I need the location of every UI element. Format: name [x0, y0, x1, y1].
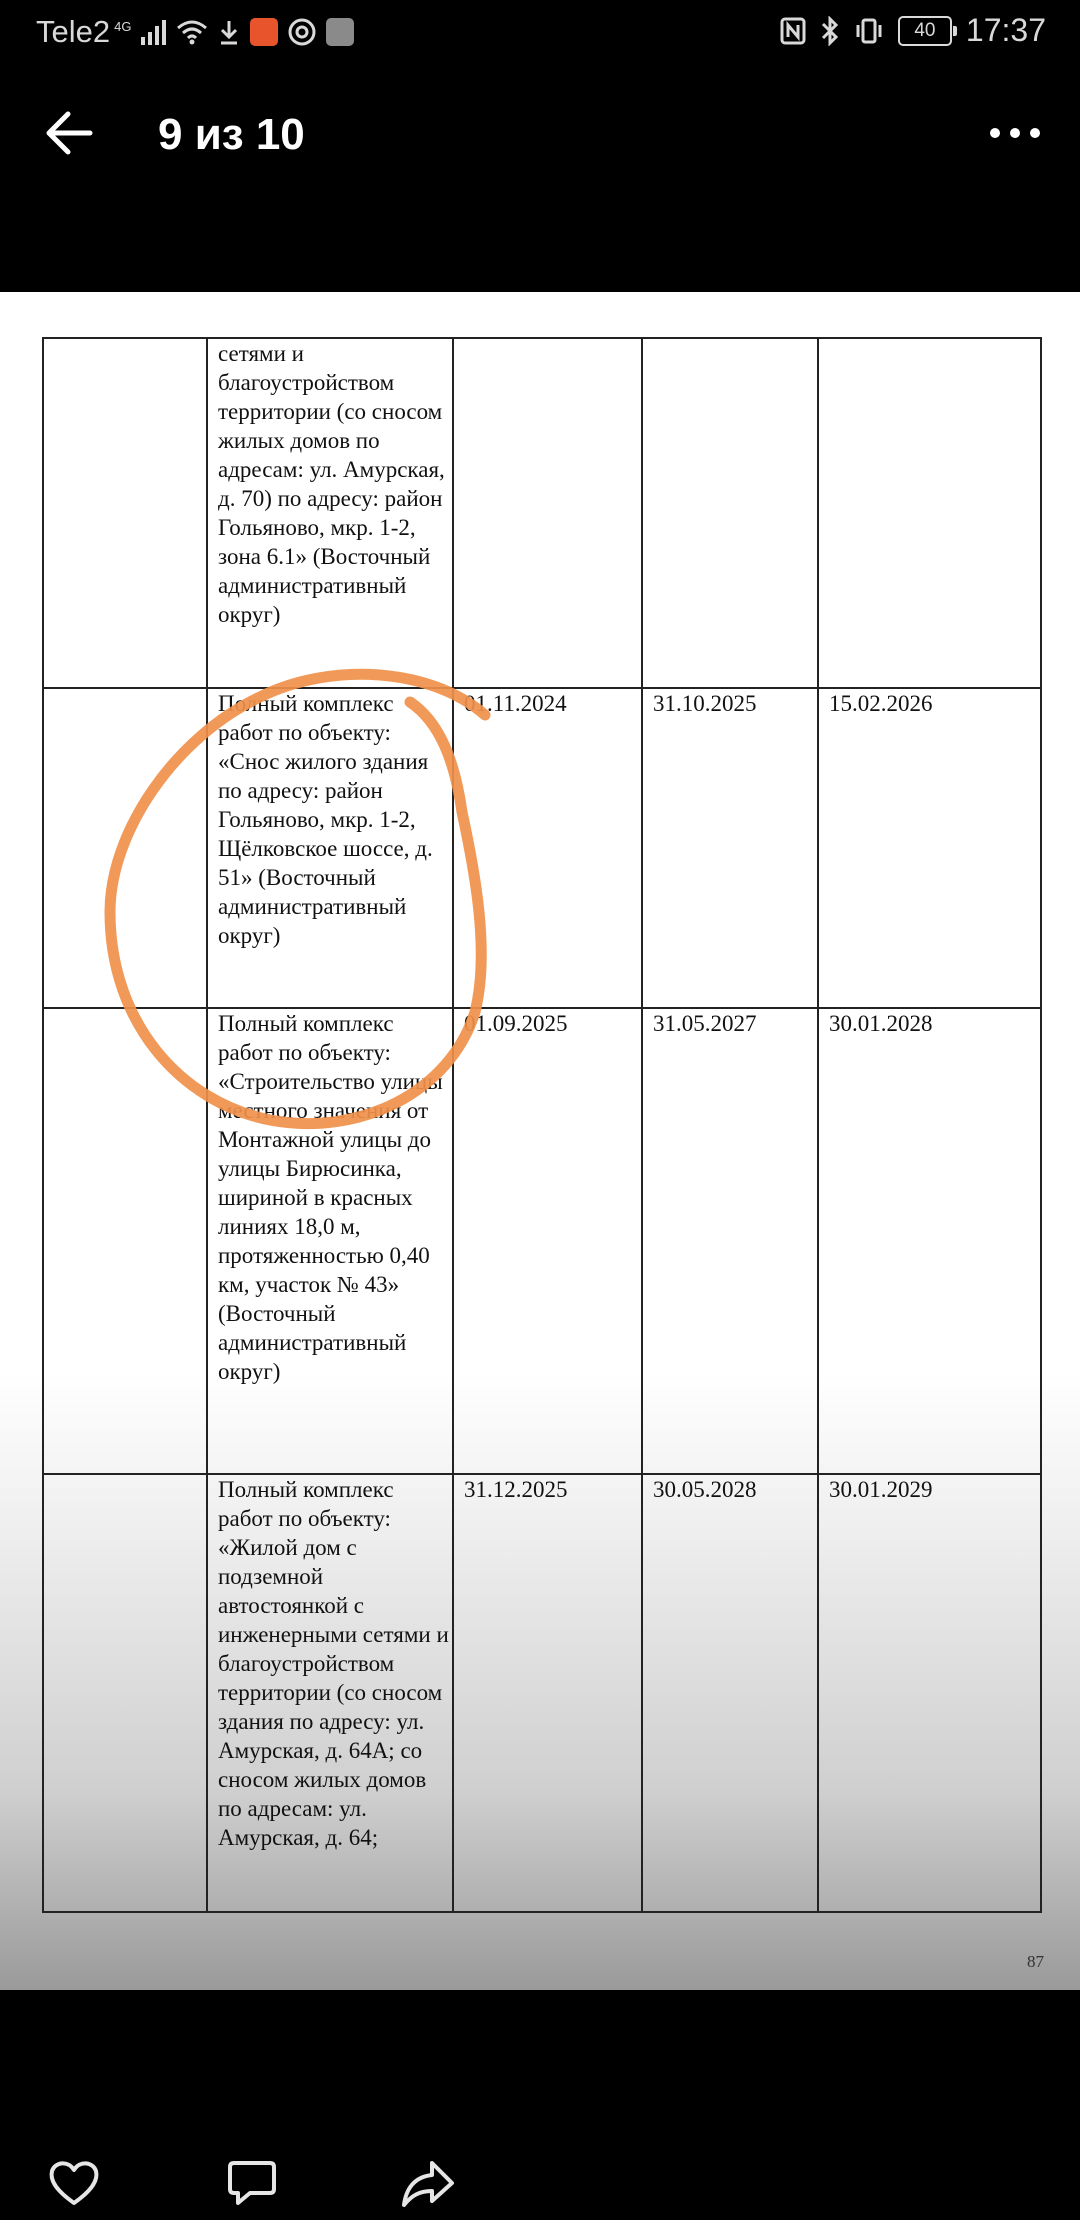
download-icon: [218, 19, 240, 45]
row-end-date: [642, 338, 818, 688]
status-right: [780, 12, 1046, 49]
row-end-date: 30.05.2028: [642, 1474, 818, 1912]
row-final-date: 30.01.2028: [818, 1008, 1041, 1474]
share-arrow-icon: [400, 2155, 456, 2211]
row-final-date: 15.02.2026: [818, 688, 1041, 1008]
row-description: Полный комплекс работ по объекту: «Жилой дом с подземной автостоянкой с инженерными сетями и благоустройством территории (со сносом здания по адресу: ул. Амурская, д. 64А; со сносом жилых домов по адресам: ул. Амурская, д. 64;: [207, 1474, 453, 1912]
page-number: 87: [1027, 1952, 1044, 1971]
row-description: сетями и благоустройством территории (со сносом жилых домов по адресам: ул. Амурская, д. 70) по адресу: район Гольяново, мкр. 1-2, зона 6.1» (Восточный административный округ): [207, 338, 453, 688]
more-options-button[interactable]: [990, 124, 1040, 142]
hms-icon: [326, 18, 354, 46]
row-start-date: [453, 338, 642, 688]
bottom-action-bar: [0, 1990, 1080, 2220]
table-cell-empty: [43, 688, 207, 1008]
network-type: 4G: [114, 18, 132, 34]
carrier-name: Tele2: [36, 14, 111, 49]
row-description: Полный комплекс работ по объекту: «Строительство улицы местного значения от Монтажной улицы до улицы Бирюсинка, шириной в красных линиях 18,0 м, протяженностью 0,40 км, участок № 43» (Восточный административный округ): [207, 1008, 453, 1474]
app-notification-icon: [250, 18, 278, 46]
row-final-date: [818, 338, 1041, 688]
table-row: [43, 1474, 1041, 1912]
wifi-icon: [176, 19, 208, 45]
row-start-date: 31.12.2025: [453, 1474, 642, 1912]
comment-button[interactable]: [224, 2155, 280, 2211]
table-cell-empty: [43, 1008, 207, 1474]
status-left: [36, 14, 354, 50]
vibrate-icon: [854, 17, 884, 45]
bluetooth-icon: [820, 16, 840, 46]
signal-icon: [141, 19, 166, 45]
nfc-icon: [780, 17, 806, 45]
document-table: [42, 337, 1042, 1913]
status-bar: [0, 0, 1080, 64]
viewer-header: [0, 64, 1080, 292]
document-image[interactable]: [0, 292, 1080, 1990]
row-end-date: 31.10.2025: [642, 688, 818, 1008]
table-cell-empty: [43, 1474, 207, 1912]
heart-icon: [46, 2155, 102, 2211]
row-start-date: 01.09.2025: [453, 1008, 642, 1474]
like-button[interactable]: [46, 2155, 102, 2211]
comment-icon: [224, 2155, 280, 2211]
share-button[interactable]: [400, 2155, 456, 2211]
row-final-date: 30.01.2029: [818, 1474, 1041, 1912]
more-dots-icon: [990, 128, 1000, 138]
table-row: [43, 338, 1041, 688]
row-end-date: 31.05.2027: [642, 1008, 818, 1474]
back-button[interactable]: [44, 110, 106, 156]
clock: 17:37: [965, 12, 1046, 48]
row-description: Полный комплекс работ по объекту: «Снос жилого здания по адресу: район Гольяново, мкр. 1-2, Щёлковское шоссе, д. 51» (Восточный административный округ): [207, 688, 453, 1008]
battery-indicator: 40: [898, 16, 952, 46]
row-start-date: 01.11.2024: [453, 688, 642, 1008]
arrow-left-icon: [44, 110, 94, 156]
chrome-icon: [288, 18, 316, 46]
table-row: [43, 1008, 1041, 1474]
image-counter-title: 9 из 10: [158, 110, 305, 159]
table-row: [43, 688, 1041, 1008]
table-cell-empty: [43, 338, 207, 688]
